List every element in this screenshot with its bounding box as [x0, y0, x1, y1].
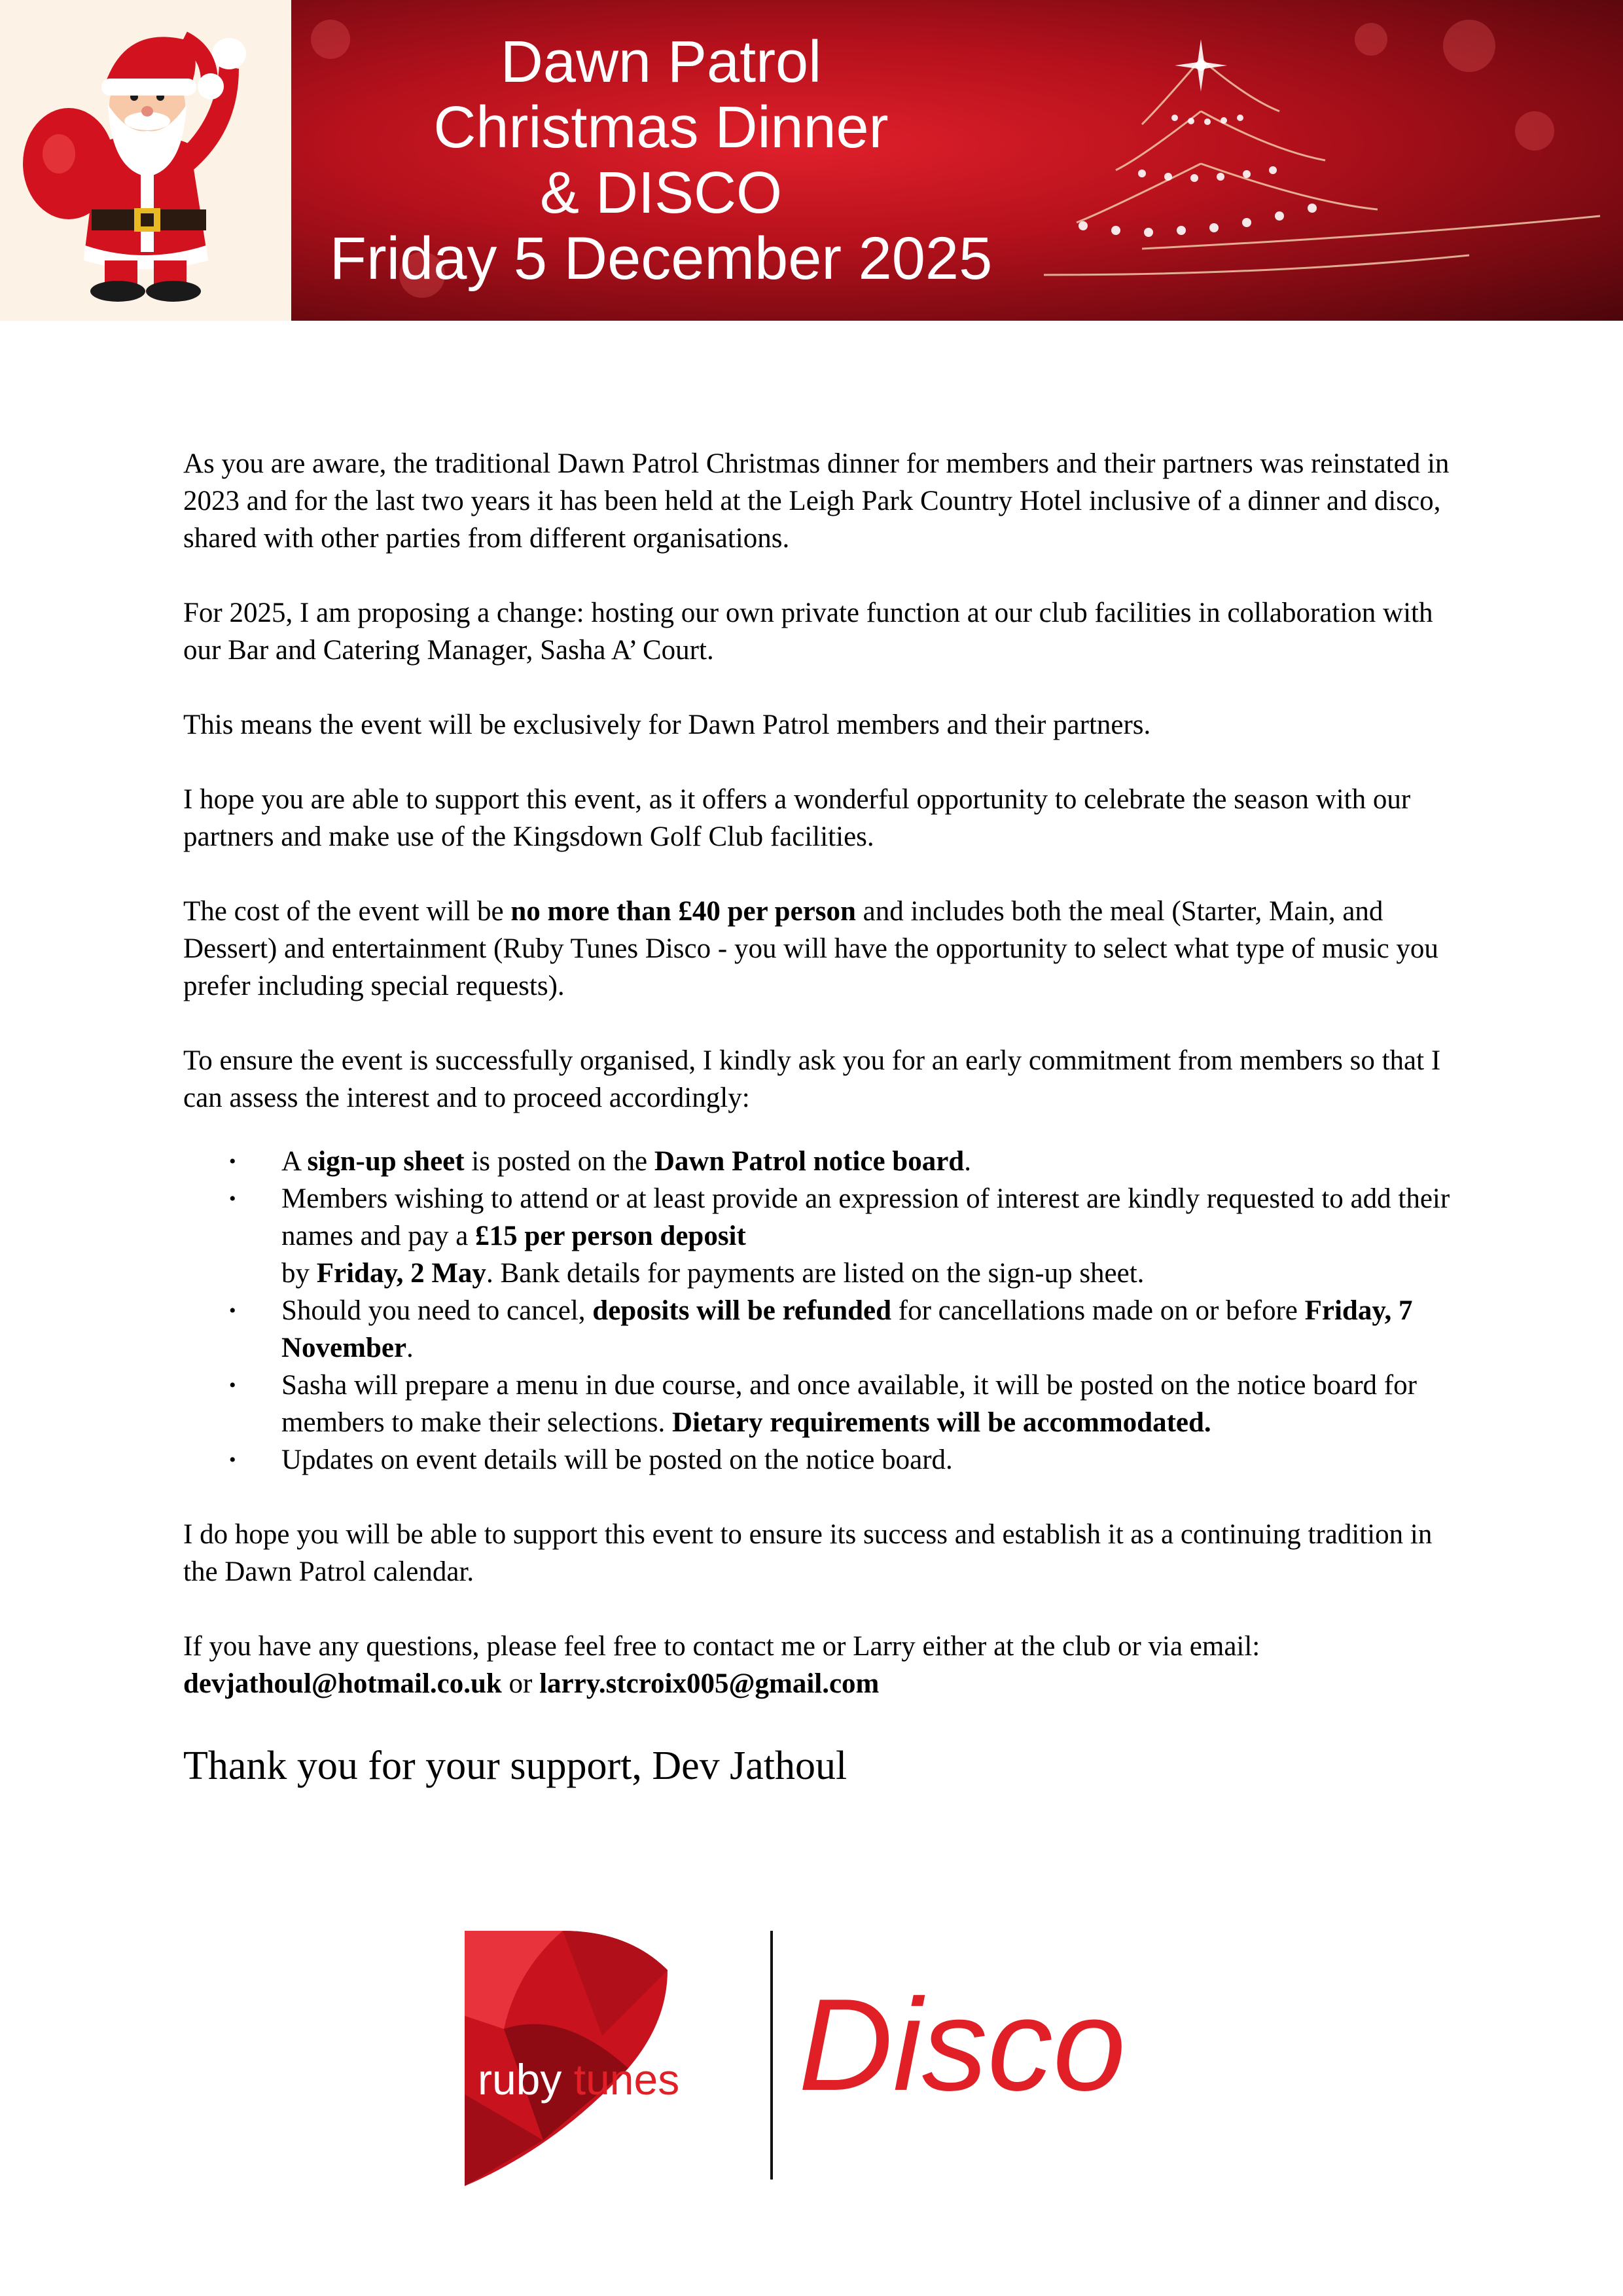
paragraph-exclusive: This means the event will be exclusively for Dawn Patrol members and their partners.: [183, 709, 1151, 740]
paragraph-commitment: To ensure the event is successfully organised, I kindly ask you for an early commitment from members so that I can assess the interest and to proceed accordingly:: [183, 1045, 1441, 1113]
title-line-1: Dawn Patrol: [500, 29, 822, 95]
header-banner: [0, 0, 1623, 321]
list-text: Should you need to cancel,: [281, 1295, 593, 1326]
list-text: by: [281, 1258, 317, 1289]
list-item: [183, 1292, 1453, 1367]
list-text: .: [964, 1146, 971, 1177]
list-text: is posted on the: [464, 1146, 654, 1177]
letter-body: [183, 445, 1453, 1829]
list-text: A: [281, 1146, 308, 1177]
logo-divider: [770, 1931, 773, 2179]
list-text: Updates on event details will be posted on the notice board.: [281, 1444, 953, 1475]
list-text: . Bank details for payments are listed on the sign-up sheet.: [486, 1258, 1145, 1289]
list-bold: sign-up sheet: [307, 1146, 465, 1177]
list-bold: Dawn Patrol notice board: [654, 1146, 965, 1177]
email-link-larry[interactable]: larry.stcroix005@gmail.com: [539, 1668, 880, 1699]
list-text: Sasha will prepare a menu in due course, and once available, it will be posted on the notice board for members to make their selections.: [281, 1370, 1417, 1438]
contact-text: or: [501, 1668, 540, 1699]
list-bold: Friday, 7 November: [281, 1295, 1413, 1363]
ruby-tunes-logo: [465, 1931, 1165, 2186]
paragraph-support: I hope you are able to support this event, as it offers a wonderful opportunity to celebrate the season with our partners and make use of the Kingsdown Golf Club facilities.: [183, 784, 1411, 852]
list-bold: deposits will be refunded: [592, 1295, 892, 1326]
list-text: Members wishing to attend or at least provide an expression of interest are kindly requested to add their names and pay a: [281, 1183, 1450, 1251]
list-item: [183, 1180, 1453, 1292]
title-line-3: & DISCO: [539, 160, 783, 226]
cost-text-1: The cost of the event will be: [183, 896, 511, 927]
paragraph-cost: [183, 893, 1453, 1005]
paragraph-intro: As you are aware, the traditional Dawn Patrol Christmas dinner for members and their partners was reinstated in 2023 and for the last two years it has been held at the Leigh Park Country Hotel inclusive of a dinner and disco, shared with other parties from different organisations.: [183, 448, 1450, 554]
list-bold: Dietary requirements will be accommodated.: [672, 1407, 1211, 1438]
cost-price: no more than £40 per person: [510, 896, 856, 927]
santa-panel: [0, 0, 291, 321]
list-item: [183, 1441, 1453, 1479]
cost-text-2: and includes both the meal (Starter, Main, and Dessert) and entertainment (Ruby Tunes Disco - you will have the opportunity to select what type of music you prefer including special requests).: [183, 896, 1438, 1001]
email-link-dev[interactable]: devjathoul@hotmail.co.uk: [183, 1668, 502, 1699]
paragraph-closing: I do hope you will be able to support this event to ensure its success and establish it as a continuing tradition in the Dawn Patrol calendar.: [183, 1519, 1433, 1587]
list-item: [183, 1143, 1453, 1180]
list-text: .: [406, 1333, 414, 1363]
instructions-list: [183, 1143, 1453, 1479]
santa-icon: [20, 13, 272, 308]
paragraph-proposal: For 2025, I am proposing a change: hosting our own private function at our club facilities in collaboration with our Bar and Catering Manager, Sasha A’ Court.: [183, 598, 1433, 666]
list-text: for cancellations made on or before: [891, 1295, 1305, 1326]
signature-line: Thank you for your support, Dev Jathoul: [183, 1744, 847, 1788]
logo-brand-text: ruby tunes: [478, 2055, 680, 2104]
ruby-gem-icon: [465, 1931, 766, 2186]
title-line-2: Christmas Dinner: [433, 95, 889, 160]
logo-disco-word: Disco: [798, 1972, 1126, 2118]
event-date: Friday 5 December 2025: [329, 225, 993, 292]
list-item: [183, 1367, 1453, 1441]
list-bold: Friday, 2 May: [316, 1258, 486, 1289]
paragraph-contact: [183, 1628, 1453, 1702]
contact-text: If you have any questions, please feel free to contact me or Larry either at the club or via email:: [183, 1631, 1260, 1662]
list-bold: £15 per person deposit: [475, 1221, 746, 1251]
